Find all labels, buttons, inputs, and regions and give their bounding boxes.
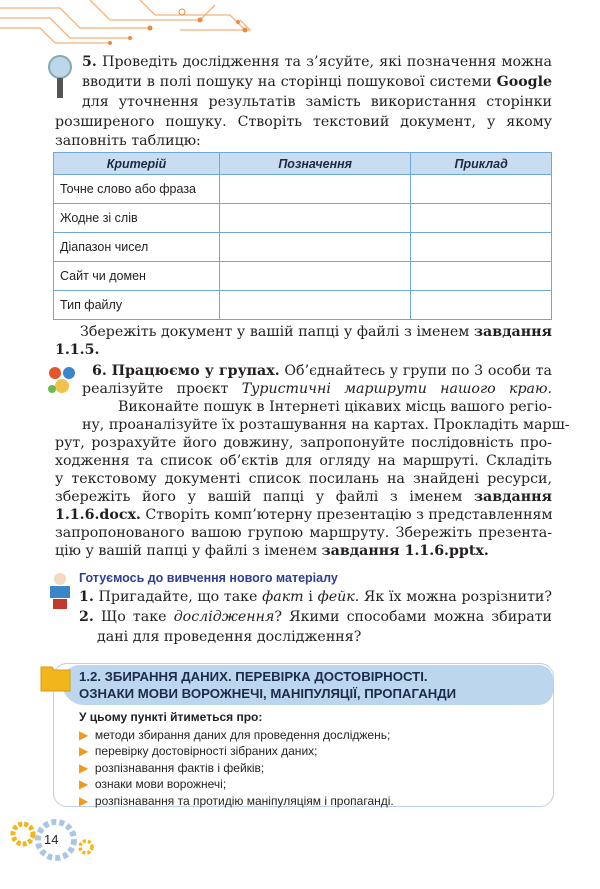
table-cell bbox=[220, 291, 411, 320]
table-cell bbox=[411, 204, 552, 233]
table-row bbox=[54, 262, 552, 291]
search-operators-table bbox=[53, 152, 552, 320]
question-2: 2. Що таке дослідження? Якими способами можна збирати bbox=[79, 609, 553, 625]
circuit-decoration-icon bbox=[0, 0, 290, 50]
column-header: Критерій bbox=[54, 153, 220, 175]
task6-line: Виконайте пошук в Інтернеті цікавих місць вашого регіо- bbox=[118, 399, 552, 415]
table-cell bbox=[220, 204, 411, 233]
column-header: Позначення bbox=[220, 153, 411, 175]
table-cell: Жодне зі слів bbox=[54, 204, 220, 233]
table-cell: Точне слово або фраза bbox=[54, 175, 220, 204]
list-item: ▶ методи збирання даних для проведення досліджень; bbox=[79, 728, 391, 742]
list-item: ▶ розпізнавання фактів і фейків; bbox=[79, 760, 265, 775]
table-row bbox=[54, 175, 552, 204]
table-cell bbox=[411, 291, 552, 320]
section-title bbox=[79, 668, 456, 702]
page-number: 14 bbox=[44, 832, 59, 847]
list-item: ▶ ознаки мови ворожнечі; bbox=[79, 777, 227, 792]
task5-line: вводити в полі пошуку на сторінці пошукової системи Google bbox=[82, 74, 552, 90]
question-1: 1. Пригадайте, що таке факт і фейк. Як їх можна розрізнити? bbox=[79, 589, 552, 605]
task5-line: для уточнення результатів замість використання сторінки bbox=[82, 94, 552, 110]
table-cell: Сайт чи домен bbox=[54, 262, 220, 291]
task5-line: 5. Проведіть дослідження та з’ясуйте, які позначення можна bbox=[82, 54, 552, 70]
magnifier-icon bbox=[46, 54, 76, 102]
task6-line: ну, проаналізуйте їх розташування на картах. Прокладіть марш- bbox=[82, 417, 570, 433]
section-title-line: 1.2. ЗБИРАННЯ ДАНИХ. ПЕРЕВІРКА ДОСТОВІРНОСТІ. bbox=[79, 669, 428, 684]
table-row bbox=[54, 204, 552, 233]
task6-line: рут, розрахуйте його довжину, запропонуйте послідовність про- bbox=[55, 435, 552, 451]
save-instruction: Збережіть документ у вашій папці у файлі з іменем завдання bbox=[80, 324, 552, 340]
prepare-heading: Готуємось до вивчення нового матеріалу bbox=[79, 571, 338, 585]
column-header: Приклад bbox=[411, 153, 552, 175]
table-cell bbox=[411, 175, 552, 204]
list-item: ▶ розпізнавання та протидію маніпуляціям і пропаганді. bbox=[79, 793, 394, 808]
task6-line: у текстовому документі список посилань на знайдені ресурси, bbox=[55, 471, 552, 487]
table-row bbox=[54, 291, 552, 320]
task6-line: 1.1.6.docx. Створіть комп’ютерну презентацію з представленням bbox=[55, 507, 553, 523]
task5-line: розширеного пошуку. Створіть текстовий документ, у якому bbox=[55, 114, 552, 130]
table-row bbox=[54, 233, 552, 262]
table-cell bbox=[411, 233, 552, 262]
question-2-cont: дані для проведення дослідження? bbox=[97, 629, 362, 645]
table-cell bbox=[220, 175, 411, 204]
task6-line: реалізуйте проєкт Туристичні маршрути нашого краю. bbox=[82, 381, 553, 397]
table-header-row bbox=[54, 153, 552, 175]
list-item: ▶ перевірку достовірності зібраних даних; bbox=[79, 744, 318, 759]
table-cell bbox=[220, 262, 411, 291]
reading-child-icon bbox=[46, 572, 74, 612]
group-work-icon bbox=[46, 364, 78, 396]
folder-icon bbox=[40, 664, 72, 692]
task6-line: ходження та список об’єктів для огляду на маршруті. Складіть bbox=[55, 453, 552, 469]
table-cell bbox=[411, 262, 552, 291]
section-title-line: ОЗНАКИ МОВИ ВОРОЖНЕЧІ, МАНІПУЛЯЦІЇ, ПРОПАГАНДИ bbox=[79, 686, 457, 701]
save-filename: 1.1.5. bbox=[55, 342, 100, 358]
task6-line: цію у вашій папці у файлі з іменем завдання 1.1.6.pptx. bbox=[55, 543, 489, 559]
table-cell: Тип файлу bbox=[54, 291, 220, 320]
task5-line: заповніть таблицю: bbox=[55, 133, 201, 149]
task6-line: збережіть його у вашій папці у файлі з іменем завдання bbox=[55, 489, 552, 505]
section-intro: У цьому пункті йтиметься про: bbox=[79, 710, 263, 724]
table-cell bbox=[220, 233, 411, 262]
section-topics-list bbox=[79, 727, 394, 809]
task6-line: запропонованого вашою групою маршруту. Збережіть презента- bbox=[55, 525, 552, 541]
task6-line: 6. Працюємо у групах. Об’єднайтесь у групи по 3 особи та bbox=[92, 363, 552, 379]
table-cell: Діапазон чисел bbox=[54, 233, 220, 262]
